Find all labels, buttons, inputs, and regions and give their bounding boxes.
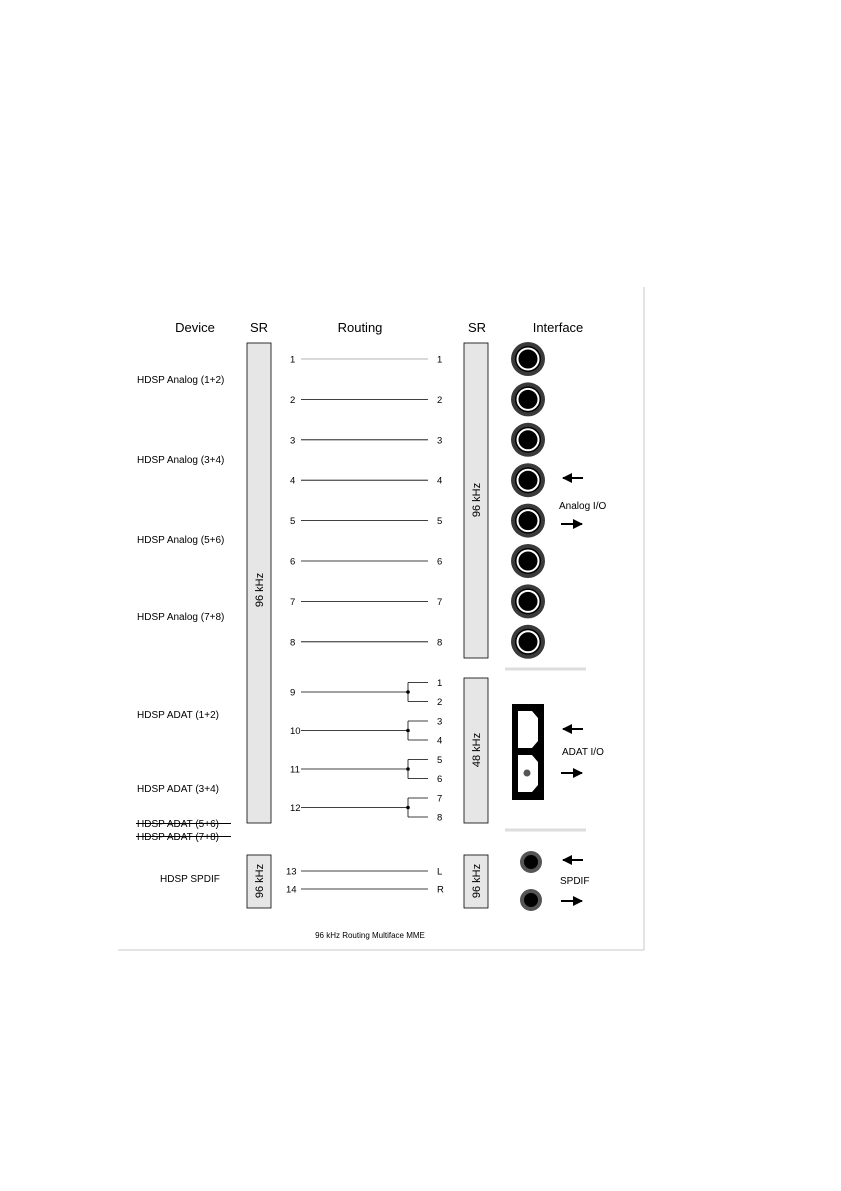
header-routing: Routing [337, 320, 383, 335]
route-out-number: 8 [437, 812, 443, 824]
header-interface: Interface [532, 320, 584, 335]
analog-jack-icon [511, 544, 545, 578]
sr-label-left-main: 96 kHz [254, 572, 266, 608]
route-in-number: 12 [290, 803, 301, 814]
route-out-number: 1 [437, 354, 443, 366]
spdif-label: SPDIF [560, 876, 590, 887]
device-label: HDSP ADAT (5+6) [137, 819, 219, 830]
routing-group [286, 355, 444, 896]
route-in-number: 4 [290, 475, 296, 487]
route-in-number: 8 [290, 637, 296, 649]
sr-label-left-spdif: 96 kHz [254, 863, 266, 899]
analog-jack-icon [511, 504, 545, 538]
device-label: HDSP SPDIF [160, 874, 220, 885]
route-out-number: 3 [437, 716, 443, 728]
device-label: HDSP Analog (5+6) [137, 535, 225, 546]
route-in-number: 13 [286, 866, 297, 878]
device-label: HDSP ADAT (1+2) [137, 710, 219, 721]
route-out-number: 7 [437, 596, 443, 608]
route-out-number: 6 [437, 556, 443, 568]
route-out-number: 7 [437, 793, 443, 805]
spdif-out-jack-icon [520, 889, 542, 911]
sr-label-right-analog: 96 kHz [471, 482, 483, 518]
route-out-number: 1 [437, 678, 443, 689]
analog-jacks-group [511, 342, 545, 659]
route-in-number: 7 [290, 596, 296, 608]
device-label: HDSP ADAT (3+4) [137, 784, 219, 795]
device-label-group [136, 375, 231, 885]
route-out-number: 4 [437, 735, 443, 747]
route-out-number: 4 [437, 475, 443, 487]
adat-in-port-icon [518, 711, 538, 748]
route-out-number: 2 [437, 394, 443, 406]
device-label: HDSP Analog (3+4) [137, 455, 225, 466]
sr-label-right-spdif: 96 kHz [471, 863, 483, 899]
route-in-number: 1 [290, 354, 296, 366]
route-in-number: 11 [290, 764, 300, 776]
header-device: Device [175, 320, 215, 335]
analog-jack-icon [511, 463, 545, 497]
analog-io-label: Analog I/O [559, 501, 607, 512]
spdif-in-jack-icon [520, 851, 542, 873]
route-in-number: 3 [290, 435, 296, 447]
analog-jack-icon [511, 382, 545, 416]
route-out-number: 5 [437, 516, 443, 528]
adat-connector-icon [512, 704, 544, 800]
route-in-number: 14 [286, 884, 297, 896]
route-out-number: 5 [437, 755, 443, 766]
route-in-number: 2 [290, 394, 296, 406]
header-sr-right: SR [467, 320, 487, 335]
route-out-number: R [437, 884, 444, 896]
sr-label-right-adat: 48 kHz [471, 732, 483, 768]
analog-jack-icon [511, 584, 545, 618]
analog-jack-icon [511, 342, 545, 376]
route-out-number: 6 [437, 774, 443, 785]
analog-jack-icon [511, 625, 545, 659]
device-label: HDSP Analog (1+2) [137, 375, 225, 386]
route-in-number: 5 [290, 516, 296, 528]
device-label: HDSP ADAT (7+8) [137, 832, 219, 843]
device-label: HDSP Analog (7+8) [137, 612, 225, 623]
route-out-number: 8 [437, 637, 443, 649]
route-in-number: 10 [290, 726, 301, 737]
diagram-caption: 96 kHz Routing Multiface MME [315, 931, 425, 940]
route-out-number: 3 [437, 435, 443, 447]
route-out-number: L [437, 866, 443, 878]
adat-io-label: ADAT I/O [562, 747, 604, 758]
route-in-number: 9 [290, 687, 296, 699]
analog-jack-icon [511, 423, 545, 457]
header-sr-left: SR [249, 320, 269, 335]
route-in-number: 6 [290, 556, 296, 568]
route-out-number: 2 [437, 697, 443, 708]
